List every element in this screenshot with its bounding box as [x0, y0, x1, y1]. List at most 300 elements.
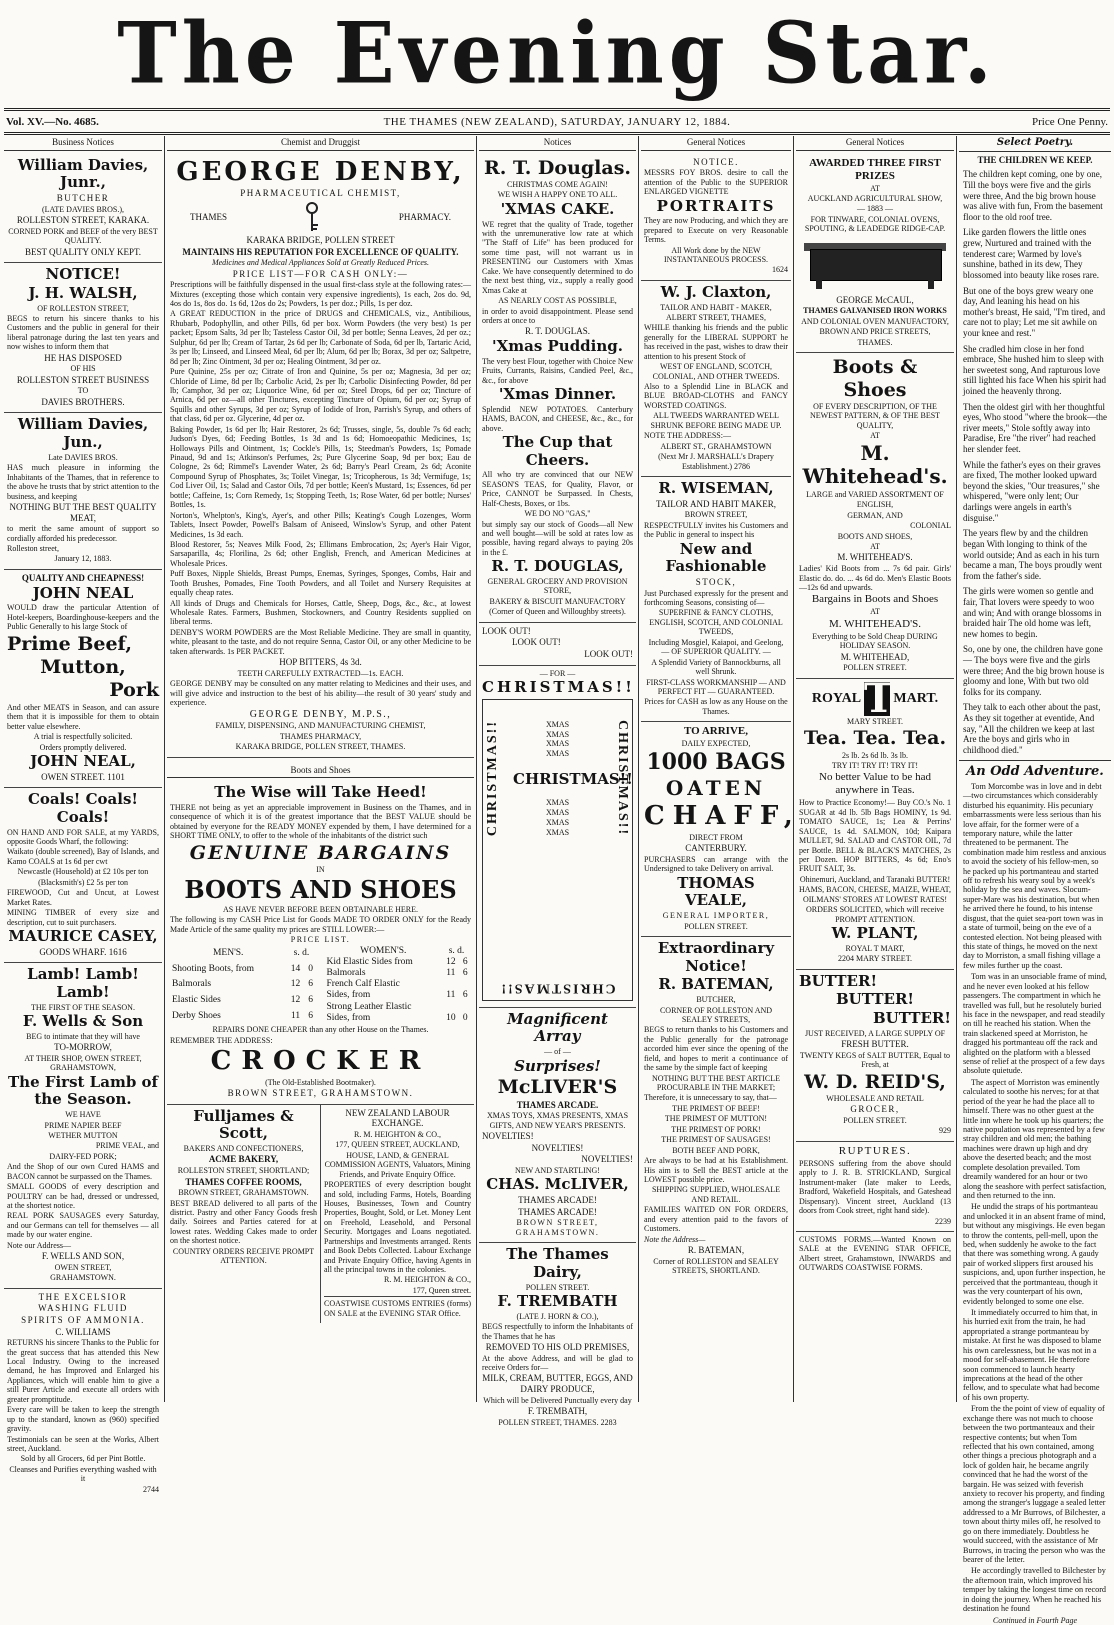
ad-title: AWARDED THREE FIRST PRIZES [809, 156, 941, 182]
ad-address: OWEN STREET. [41, 771, 105, 782]
ad-item: Pork [109, 679, 159, 702]
ad-address: POLLEN STREET. [525, 1282, 590, 1292]
table-header: WOMEN'S. [360, 945, 407, 956]
ad-text: Blood Restorer, 5s; Neaves Milk Food, 2s; Ellimans Embrocation, 2s; Ayer's Hair Vigor, Sarsaparilla, 4s; Florilina, 2s 6d; other English, French, and American Medicines at Wholesale Prices. [170, 539, 471, 568]
ad-text: How to Practice Economy!— Buy CO.'s No. 1 SUGAR at 4d lb. 5lb Bags HOMINY, 1s 9d. TOMATO SAUCE, 1s; Lea & Perrins' SAUCE, 1s 4d. SALMON, 10d; Kaipara MULLET, 9d. SALAD and CASTOR OIL, 7d per Bottle. BELL & BLACK'S MATCHES, 2s per Dozen. HOP BITTERS, 4s 6d; Eno's FRUIT SALT, 3s. [799, 798, 951, 874]
poem-body [959, 169, 1111, 755]
column-heading: General Notices [641, 136, 791, 151]
poem-stanza: She cradled him close in her fond embrace, She hushed him to sleep with her sweetest song, And rapturous love still lighted his face When his spirit had joined the heavenly throng. [963, 343, 1107, 396]
ad-text: WE DO NO "GAS," [524, 509, 591, 519]
christmas-box [482, 699, 633, 1001]
ad-text: Orders promptly delivered. [39, 742, 127, 752]
ad-text: R. M. HEIGHTON & CO., [354, 1129, 441, 1139]
ad-text: Medicines and Medical Appliances Sold at Greatly Reduced Prices. [211, 258, 430, 268]
ad-text: GEORGE DENBY may be consulted on any matter relating to Medicines and their uses, and will give advice and instruction to the best of his ability—the result of 30 years' study and experience. [170, 679, 471, 708]
ad-title: McLIVER'S [497, 1076, 618, 1099]
ad-text: Also to a Splendid Line in BLACK and BLUE BROAD-CLOTHS and FANCY WORSTED COATINGS. [644, 382, 788, 410]
ad-address: KARAKA BRIDGE, POLLEN STREET, THAMES. [235, 742, 406, 752]
ad-text: XMAS [545, 719, 570, 729]
ad-text: OF ROLLESTON STREET, [37, 303, 129, 313]
key-icon [306, 202, 320, 232]
ad-text: BOOTS AND SHOES, [837, 531, 913, 541]
ad-reid-butter [796, 970, 954, 1142]
story-paragraph: He accordingly travelled to Bilchester by the afternoon train, which improved his temper by taking the longest time on record in doing the journey. When he reached his destination he found [963, 1566, 1107, 1614]
ad-text: AUCKLAND AGRICULTURAL SHOW, [807, 193, 943, 203]
ad-claxton-tailor [641, 281, 791, 477]
story-paragraph: The aspect of Morriston was eminently calculated to soothe his nerves; for at that period of the year he had the place all to himself. There was no other guest at the little inn where he took up his quarters; the native population was represented by a few stray children and old men; the bathing machines were drawn up high and dry above the deserted beach; and the most complete desolation prevailed. Tom dreamily wandered for an hour or two along the seashore with perfect satisfaction, and then returned to the inn. [963, 1077, 1107, 1200]
ad-title: MART. [893, 690, 939, 706]
ad-title: BUTTER! [835, 990, 915, 1009]
ad-text: FIRST-CLASS WORKMANSHIP — AND PERFECT FIT — GUARANTEED. [646, 677, 786, 696]
ad-text: THAMES COFFEE ROOMS, [185, 1176, 302, 1187]
ad-text: — FOR — [539, 668, 576, 678]
poem-stanza: Like garden flowers the little ones grew, Nurtured and trained with the tenderest care; Warmed by love's sunshine, bathed in its dew, They blossomed into beauty like roses rare. [963, 227, 1099, 280]
ad-signature: R. T. DOUGLAS, [491, 557, 624, 576]
dateline: THE THAMES (NEW ZEALAND), SATURDAY, JANUARY 12, 1884. [383, 116, 731, 128]
ad-text: Every care will be taken to keep the strength up to the standard, known as (960) specified gravity. [7, 1405, 159, 1434]
ad-title: Fulljames & Scott, [193, 1106, 294, 1143]
ad-text: A Splendid Variety of Bannockburns, all well Shrunk. [651, 657, 781, 677]
ad-text: M. WHITEHEAD'S. [837, 552, 913, 563]
ad-number: 1616 [108, 946, 127, 957]
ad-text: AT [870, 431, 880, 441]
ad-title: LOOK OUT! [482, 625, 531, 636]
ad-customs-forms [796, 1232, 954, 1278]
ad-george-denby [167, 154, 474, 758]
ad-text: Splendid NEW POTATOES. Canterbury HAMS, BACON, and CHEESE, &c., &c., for above. [482, 404, 633, 433]
table-header: s. d. [293, 947, 310, 958]
ad-text: XMAS [545, 798, 570, 808]
t-mark: T [863, 674, 894, 722]
ad-signature: W. PLANT, [831, 924, 919, 943]
ad-address: POLLEN STREET. [843, 663, 907, 673]
ad-number: 2786 [734, 461, 750, 471]
ad-text: BEG to intimate that they will have [26, 1031, 140, 1041]
column-business-notices [4, 136, 162, 1494]
ad-crocker-boots [167, 781, 474, 1104]
ad-address: ALBERT STREET, THAMES, [666, 312, 766, 322]
ad-address: 177, QUEEN STREET, AUCKLAND, [335, 1140, 460, 1150]
ad-title: CHAFF, [644, 801, 801, 832]
ad-title: F. TREMBATH [497, 1291, 618, 1310]
ad-title: PORTRAITS [656, 196, 776, 215]
ad-text: XMAS TOYS, XMAS PRESENTS, XMAS GIFTS, AND NEW YEAR'S PRESENTS. [486, 1111, 629, 1130]
ad-text: FAMILY, DISPENSING, AND MANUFACTURING CHEMIST, [215, 721, 426, 731]
ad-title: W. D. REID'S, [804, 1070, 946, 1093]
ad-address: MARY STREET. [855, 954, 912, 964]
table-row: Sides, from 10 0 [326, 1012, 468, 1023]
poem-stanza: They talk to each other about the past, As they sit together at eventide, And say, "All the children we keep at last Are the boys and girls who in childhood died." [963, 702, 1101, 755]
ad-text: THAMES ARCADE! [518, 1206, 597, 1217]
ad-text: XMAS [545, 739, 570, 749]
ad-text: THE PRIMEST OF PORK! [671, 1124, 761, 1134]
ad-title: New and Fashionable [665, 539, 767, 576]
ad-title: Surprises! [514, 1056, 601, 1075]
story-paragraph: From the the point of view of equality of exchange there was not much to choose between the two portmanteaux and their respective contents; but when Tom reflected that his own contained, among other things a precious photograph and a lock of golden hair, he became angrily convinced that he had the worst of the bargain. He was seized with feverish anxiety to recover his property, and finding among the stranger's luggage a sealed letter addressed to a Mr Burrows, of Bilchester, a town about thirty miles off, he resolved to go on there immediately. Doubtless he would succeed, with the assistance of Mr Burrows, in tracing the person who was the bearer of the letter. [963, 1404, 1106, 1564]
ad-text: PROPERTIES of every description bought and sold, including Farms, Hotels, Boarding Houses, Businesses, Town and Country Properties, Bought, Sold, or Let. Money Lent on Freehold, Leasehold, and Personal Security. Mortgages and Loans negotiated. Partnerships and Investments arranged. Rents and Book Debts Collected. Labour Exchange and Private Enquiry Office, having Agents in all the principal towns in the colonies. [324, 1180, 471, 1274]
poem-stanza: The girls were women so gentle and fair, That lovers were speedy to woo and win; And with orange blossoms in braided hair The old home was left, new homes to begin. [963, 586, 1102, 639]
ad-text: JUST RECEIVED, A LARGE SUPPLY OF [804, 1028, 946, 1038]
ad-text: (LATE DAVIES BROS.), [41, 204, 125, 214]
ad-text: WE regret that the quality of Trade, together with the unremunerative low rate at which "The Staff of Life" has been produced for some time past, will not warrant us in PRESENTING our Customers with Xmas Cake. We have consequently determined to do the next best thing, viz., supply a really good Xmas Cake at [482, 219, 633, 295]
column-select-poetry [959, 136, 1111, 1625]
ad-text: Pure Quinine, 25s per oz; Citrate of Iron and Quinine, 5s per oz; Magnesia, 3d per oz; Chloride of Lime, 8d per lb; Carbolic Acid, 2s per lb; Carbolic Disinfecting Powder, 8d per lb; Camphor, 3d per oz; Liquorice Wine, 6d per oz; Steel Drops, 6d per oz; Tincture of Arnica, 6d per oz—all other Tinctures, excepting Tincture of Opium, 6d per oz; Syrup of Squills and other Syrups, 3d per oz; Syrup of Iodide of Iron, Parrish's Syrup, and others of that class, 6d per oz. Glycerine, 4d per oz. [170, 367, 471, 424]
table-header: s. d. [448, 945, 465, 956]
ad-title: QUALITY AND CHEAPNESS! [21, 572, 145, 583]
ad-text: (Blacksmith's) £2 5s per ton [38, 877, 128, 887]
column-divider [638, 136, 639, 1402]
ad-casey-coals [4, 788, 162, 963]
ad-text: THE FIRST OF THE SEASON. [31, 1002, 135, 1012]
ad-text: XMAS [545, 749, 570, 759]
ad-text: ENGLISH, [856, 500, 894, 510]
ad-text: BEST BREAD delivered to all parts of the district. Pastry and other Fancy Goods fresh daily. Soirees and Parties catered for at lowest rates. Wedding Cakes made to order on the shortest notice. [170, 1198, 317, 1246]
ad-text: WE HAVE [65, 1110, 101, 1120]
ad-title: Boots & Shoes [832, 356, 918, 401]
column-chemist [167, 136, 474, 1402]
ad-subtitle: THAMES ARCADE. [516, 1099, 599, 1110]
ad-text: to merit the same amount of support so cordially afforded his predecessor. [7, 524, 159, 543]
column-heading: Chemist and Druggist [167, 136, 474, 151]
ad-text: BAKERY & BISCUIT MANUFACTORY [489, 596, 626, 606]
ad-title: Coals! Coals! Coals! [27, 790, 138, 826]
ad-text: — 1883 — [857, 204, 893, 214]
ad-text: GENERAL GROCERY AND PROVISION STORE, [487, 577, 628, 596]
ad-text: REMOVED TO HIS OLD PREMISES, [485, 1341, 630, 1352]
xmas-pattern [513, 719, 633, 839]
ad-text: COLONIAL [910, 521, 951, 531]
ad-text: PERSONS suffering from the above should apply to J. R. B. STRICKLAND, Surgical Instrument-maker (late maker to Leeds, Bradford, Wakefield Hospitals, and Gateshead Dispensary). Vincent street, Auckland (13 doors from Cook street, right hand side). [799, 1158, 951, 1216]
womens-price-table [325, 946, 472, 1024]
ad-signature: GEORGE McCAUL, [836, 294, 914, 305]
ad-text: Prices for CASH as low as any House on the Thames. [644, 697, 788, 716]
ad-text: ORDERS SOLICITED, which will receive PROMPT ATTENTION. [806, 905, 944, 924]
story-paragraph: It immediately occurred to him that, in his hurried exit from the train, he had appropriated a strange portmanteau by mistake. At first he was disposed to blame his own carelessness, but he was not in a mood for self-abasement. He therefore soon commenced to launch hearty imprecations at the head of the other fellow, and to speculate what had become of his own property. [963, 1308, 1102, 1402]
ad-text: A GREAT REDUCTION in the price of DRUGS and CHEMICALS, viz., Antibilious, Rhubarb, Podophyllin, and other Pills, 6d per box. Worm Powders (the very best) 1s per packet; Epsom Salts, 3d per lb; Tasteless Castor Oil, 3d per bottle; Senna Leaves, 2d per oz.; Sulphur, 6d per lb; Cream of Tartar, 2s 6d per lb; Carbonate of Soda, 6d per lb, Tartaric Acid, 3s per lb; Linseed, and Linseed Meal, 6d per lb; Alum, 6d per lb; Borax, 3d per oz; Saltpetre, 8d per lb; Zinc Ointment, 3d per oz; Healing Ointment, 3d per oz. [170, 309, 471, 366]
ad-text: BEGS respectfully to inform the Inhabitants of the Thames that he has [482, 1322, 633, 1341]
ad-text: (LATE J. HORN & CO.), [516, 1311, 599, 1321]
ad-address: POLLEN STREET. [843, 1116, 907, 1126]
ad-address: CORNER OF ROLLESTON AND SEALEY STREETS, [659, 1005, 773, 1024]
ad-wiseman-tailor [641, 477, 791, 722]
ad-look-out [479, 623, 636, 666]
ad-text: CORNED PORK and BEEF of the very BEST QUALITY. [8, 226, 158, 246]
ad-title: NOTICE. [693, 156, 739, 167]
ad-text: OF EVERY DESCRIPTION, OF THE NEWEST PATTERN, & OF THE BEST QUALITY, [809, 401, 941, 430]
ad-title: 'Xmas Pudding. [492, 337, 623, 355]
ad-title: GENUINE BARGAINS [189, 841, 452, 864]
ad-text: Including Mosgiel, Kaiapoi, and Geelong, — OF SUPERIOR QUALITY. — [648, 637, 784, 657]
ad-text: WE WISH A HAPPY ONE TO ALL. [497, 190, 618, 200]
story-paragraph: He undid the straps of his portmanteau and unlocked it in an absent frame of mind, but without any misgivings. He even began to throw the contents, pell-mell, upon the bed, when suddenly he awoke to the fact that there was something wrong. A gaudy pair of worked slippers first aroused his suspicions, and, upon further inspection, he perceived that the portmanteau, though it was the very counterpart of his own, evidently belonged to some one else. [963, 1202, 1106, 1306]
ad-date: January 12, 1883. [54, 554, 112, 564]
continued-note: Continued in Fourth Page [992, 1615, 1078, 1625]
ad-text: HAMS, BACON, CHEESE, MAIZE, WHEAT, OILMANS' STORES AT LOWEST RATES! [799, 885, 951, 904]
ad-text: THAMES PHARMACY, [279, 731, 362, 741]
ad-text: REPAIRS DONE CHEAPER than any other House on the Thames. [212, 1025, 429, 1035]
ad-text: XMAS [545, 729, 570, 739]
ad-text: BUTCHER, [696, 995, 736, 1005]
ad-subtitle: BUTCHER [56, 192, 110, 203]
ad-text: THAMES ARCADE! [518, 1195, 597, 1206]
ad-text: NEW AND STARTLING! [515, 1165, 600, 1175]
ad-text: The very best Flour, together with Choice New Fruits, Currants, Raisins, Candied Peel, &c., &c., for above [482, 356, 633, 385]
column-divider [164, 136, 165, 1402]
ad-address: BROWN STREET, [684, 510, 748, 520]
ad-title: NEW ZEALAND LABOUR EXCHANGE. [345, 1107, 450, 1129]
ad-text: Newcastle (Household) at £2 10s per ton [17, 867, 149, 877]
ad-text: NOTE THE ADDRESS:— [644, 431, 731, 441]
ad-mccaul-ironworks [796, 154, 954, 353]
story-body [959, 782, 1111, 1614]
ad-signature: GEORGE DENBY, M.P.S., [249, 708, 392, 720]
table-row: French Calf Elastic [326, 979, 400, 990]
ad-text: HOUSE, LAND, & GENERAL COMMISSION AGENTS, Valuators, Mining Friends, and Private Enquiry Office. [324, 1150, 471, 1179]
ad-text: COUNTRY ORDERS RECEIVE PROMPT ATTENTION. [172, 1246, 315, 1266]
ad-text: Ohinemuri, Auckland, and Taranaki BUTTER! [799, 874, 951, 884]
ad-address: ROLLESTON STREET, SHORTLAND; [177, 1166, 310, 1176]
ad-text: (Next Mr J. MARSHALL's Drapery Establishment.) [658, 452, 774, 471]
ad-text: THE PRIMEST OF SAUSAGES! [661, 1135, 771, 1145]
ad-text: BEST QUALITY ONLY KEPT. [24, 246, 142, 257]
poem-stanza: But one of the boys grew weary one day, And leaning his head on his mother's breast, He said, "I'm tired, and care not to play; Let me sit awhile on your knee and rest." [963, 285, 1106, 338]
ad-text: ROLLESTON STREET BUSINESS [16, 374, 150, 385]
ad-text: AT [870, 607, 880, 617]
poem-stanza: The years flew by and the children began With longing to think of the world outside; And as each in his turn became a man, The boys proudly went from the father's side. [963, 528, 1103, 581]
ad-text: Just Purchased expressly for the present and forthcoming Seasons, consisting of— [644, 588, 788, 607]
ad-text: At the above Address, and will be glad to receive Orders for— [482, 1353, 633, 1372]
ad-title: BUTTER! [799, 971, 878, 990]
ad-title: R. BATEMAN, [658, 975, 774, 994]
ad-text: And the Shop of our own Cured HAMS and BACON cannot be surpassed on the Thames. [7, 1162, 159, 1181]
ad-text: PURCHASERS can arrange with the Undersigned to take Delivery on arrival. [644, 854, 788, 874]
ad-text: Rolleston street, [7, 544, 59, 554]
ad-text: THERE not being as yet an appreciable improvement in Business on the Thames, and in consequence of which it is of the greatest importance that the BEST VALUE should be obtained by everyone for the READY MONEY expended by them, I have determined for a SHORT TIME ONLY, to offer to the whole of the inhabitants of the district such [170, 802, 471, 841]
dateline-rule [4, 132, 1110, 135]
ad-address: KARAKA BRIDGE, POLLEN STREET [246, 234, 395, 245]
column-notices [479, 136, 636, 1427]
ad-john-neal [4, 570, 162, 788]
ad-text: M. WHITEHEAD'S. [829, 617, 921, 630]
ad-title: Extraordinary Notice! [657, 939, 775, 975]
ad-labour-exchange [321, 1105, 474, 1324]
ad-text: IN [316, 865, 325, 875]
ad-title: Bargains in Boots and Shoes [811, 593, 939, 606]
ad-text: REMEMBER THE ADDRESS: [170, 1035, 273, 1045]
ad-title: SPIRITS OF AMMONIA. [21, 1314, 145, 1325]
ad-address: BROWN STREET, GRAHAMSTOWN. [227, 1088, 414, 1099]
ad-text: TO-MORROW, [54, 1042, 112, 1053]
ad-text: BEGS to return his sincere thanks to his Customers and the public in general for their liberal patronage during the last ten years and now wishes to inform them that [7, 313, 159, 352]
ad-title: F. Wells & Son [22, 1012, 144, 1031]
poem-title: THE CHILDREN WE KEEP. [977, 154, 1093, 165]
table-row: Balmorals 12 6 [172, 979, 313, 990]
ad-text: XMAS [545, 827, 570, 837]
ad-text: CHRISTMAS COME AGAIN! [507, 180, 608, 190]
ad-number: 2744 [143, 1484, 159, 1494]
ad-whitehead-boots [796, 353, 954, 679]
ad-text: Which will be Delivered Punctually every day [483, 1395, 632, 1405]
ad-text: RESPECTFULLY invites his Customers and the Public in general to inspect his [644, 520, 788, 540]
ad-title: CHRISTMAS!! [513, 769, 633, 788]
ad-address: BROWN AND PRICE STREETS, [819, 327, 931, 337]
ad-text: Therefore, it is unnecessary to say, that— [644, 1093, 777, 1103]
volume-number: Vol. XV.—No. 4685. [6, 116, 99, 128]
ad-ruptures [796, 1142, 954, 1232]
ad-davies-butcher [4, 154, 162, 264]
ad-text: Cleanses and Purifies everything washed with it [9, 1464, 157, 1484]
ad-signature: C. WILLIAMS [55, 1326, 111, 1337]
ad-title: THE EXCELSIOR [38, 1291, 128, 1302]
ad-text: They are now Producing, and which they are prepared to Execute on very Reasonable Terms. [644, 216, 788, 245]
ad-text: AT THEIR SHOP, OWEN STREET, GRAHAMSTOWN, [24, 1053, 142, 1073]
ad-title: William Davies, Jun., [17, 415, 149, 452]
story-paragraph: Tom Morcombe was in love and in debt—two circumstances which considerably disturbed his equanimity. His pecuniary embarrassments were less serious than his love affair, for the former were of a temporary nature, while the latter threatened to be permanent. The combination made him restless and anxious to avoid the society of his fellow-men, so he packed up his portmanteau and started off to refresh his weary soul by a week's holiday by the sea and waves. Slocum-super-Mare was his destination, but when he arrived there he found, to his intense disgust, that the quiet sea-port town was in a state of turmoil, being on the eve of a contested election. Not being pleased with this state of things, he moved on the next day to Morriston, a small fishing village a few miles further up the coast. [963, 781, 1107, 970]
ad-text: Norton's, Whelpton's, King's, Ayer's, and other Pills; Keating's Cough Lozenges, Worm Tablets, Insect Powder, Powell's Balsam of Aniseed, Winslow's Syrup, and other Patent Medicines, 1s 3d each. [170, 510, 471, 539]
ad-text: AS NEARLY COST AS POSSIBLE, [498, 296, 617, 306]
ad-text: SUPERFINE & FANCY CLOTHS, ENGLISH, SCOTCH, AND COLONIAL TWEEDS, [649, 608, 783, 637]
ad-signature: R. M. HEIGHTON & CO., [384, 1275, 471, 1285]
ad-walsh-notice [4, 263, 162, 413]
ad-text: THE PRIMEST OF MUTTON! [664, 1114, 768, 1124]
ad-veale-chaff [641, 722, 801, 937]
ad-text: CANTERBURY. [685, 843, 747, 854]
poem-stanza: So, one by one, the children have gone— The boys were five and the girls were three; And the big brown house is gloomy and lone, With but two old folks for its company. [963, 644, 1105, 697]
ad-text: HE HAS DISPOSED [44, 352, 122, 363]
column-divider [956, 136, 957, 1402]
ad-text: OF HIS [70, 364, 96, 374]
ad-text: BOTH BEEF AND PORK, [672, 1145, 760, 1155]
ad-number: 2283 [600, 1417, 617, 1427]
column-heading: General Notices [796, 136, 954, 151]
ad-signature: CHAS. McLIVER, [486, 1175, 629, 1194]
ad-signature: R. BATEMAN, [687, 1245, 745, 1256]
ad-foy-portraits [641, 154, 791, 281]
table-row: Shooting Boots, from 14 0 [172, 963, 313, 974]
ad-text: THE PRIMEST OF BEEF! [672, 1103, 760, 1113]
ad-title: RUPTURES. [838, 1144, 912, 1157]
ad-text: WEST OF ENGLAND, SCOTCH, COLONIAL, AND OTHER TWEEDS. [652, 362, 780, 381]
ad-address: GRAHAMSTOWN. [50, 1273, 116, 1283]
ad-text: NOVELTIES! [482, 1131, 534, 1142]
price-label: Price One Penny. [1032, 116, 1108, 128]
ad-title: 'XMAS CAKE. [500, 199, 615, 218]
ad-text: Note our Address— [7, 1240, 71, 1250]
ad-title: LOOK OUT! [512, 637, 561, 648]
ad-text: WOULD draw the particular Attention of Hotel-keepers, Boardinghouse-keepers and the Public Generally to his large Stock of [7, 603, 159, 632]
ad-text: AS HAVE NEVER BEFORE BEEN OBTAINABLE HERE. [223, 904, 418, 914]
ad-text: BEGS to return thanks to his Customers and the Public generally for the patronage accorded him ever since the opening of the field, and hopes to merit a continuance of the same by the simple fact of keeping [644, 1025, 788, 1073]
ad-text: COASTWISE CUSTOMS ENTRIES (forms) ON SALE at the EVENING STAR Office. [324, 1296, 471, 1318]
ad-text: TEETH CAREFULLY EXTRACTED—1s. EACH. [237, 668, 404, 678]
ad-title: CHRISTMAS!! [485, 719, 500, 836]
ad-text: DIRECT FROM [689, 832, 743, 842]
ad-text: A trial is respectfully solicited. [33, 732, 133, 742]
ad-title: Lamb! Lamb! Lamb! [27, 965, 139, 1001]
table-header: MEN'S. [212, 947, 244, 958]
ad-title: BUTTER! [872, 1008, 951, 1027]
ad-title: GEORGE DENBY, [176, 156, 465, 187]
ad-douglas-grocery [479, 154, 636, 623]
ad-title: BOOTS AND SHOES [184, 874, 457, 904]
ad-text: Puff Boxes, Nipple Shields, Breast Pumps, Enemas, Syringes, Sponges, Combs, Hair and Tooth Brushes, Pomades, Fine Tooth Powders, and all Toilet and Nursery Requisites at equally cheap rates. [170, 569, 471, 598]
ad-text: NOVELTIES! [581, 1154, 633, 1165]
ad-address: POLLEN STREET, THAMES. [498, 1417, 599, 1427]
ad-title: NOTICE! [45, 265, 121, 284]
ad-address: THAMES. [857, 337, 893, 347]
ad-title: WASHING FLUID [38, 1303, 128, 1314]
ad-text: REAL PORK SAUSAGES every Saturday, and our Germans can tell for themselves — all made by our water engine. [7, 1211, 159, 1240]
ad-text: ALL TWEEDS WARRANTED WELL SHRUNK BEFORE BEING MADE UP. [650, 411, 782, 430]
ad-text: DAILY EXPECTED, [681, 739, 751, 749]
ad-text: TWENTY KEGS of SALT BUTTER, Equal to Fresh, at [799, 1050, 951, 1070]
ad-subtitle: TAILOR AND HABIT MAKER, [655, 498, 777, 509]
ad-address: MARY STREET. [846, 716, 903, 726]
ad-signature: JOHN NEAL, [30, 751, 136, 770]
ad-text: but simply say our stock of Goods—all New and well bought—will be sold at rates low as possible, having regard always to paying 20s in the £. [482, 519, 633, 557]
ad-address: OWEN STREET, [54, 1262, 112, 1272]
ad-text: CUSTOMS FORMS.—Wanted Known on SALE at the EVENING STAR OFFICE, Albert street, Grahamstown, INWARDS and OUTWARDS COASTWISE FORMS. [799, 1234, 951, 1273]
story-paragraph: Tom was in an unsociable frame of mind, and he never even looked at his fellow passengers. The compartment in which he travelled was full, but he resolutely buried his face in the newspaper, and read steadily on till he reached his station. When the train slackened speed at Morriston, he dragged his portmanteau off the rack and alighted on the platform with a blessed sense of relief at the prospect of a few days absolute quietude. [963, 972, 1107, 1076]
ad-text: ON HAND AND FOR SALE, at my YARDS, opposite Goods Wharf, the following: [7, 827, 159, 847]
ad-signature: R. T. DOUGLAS. [525, 326, 590, 337]
ad-item: Prime Beef, [7, 632, 132, 655]
ad-number: 2204 [837, 954, 854, 964]
table-row: Elastic Sides 12 6 [172, 994, 313, 1005]
ad-fulljames-scott [167, 1105, 321, 1324]
ad-number: 929 [939, 1126, 951, 1136]
ad-signature: MAURICE CASEY, [8, 926, 158, 945]
poem-stanza: Then the oldest girl with her thoughtful eyes, Who stood "where the brook—the river meets," Stole softly away into Paradise, Ere "the river" had reached her slender feet. [963, 401, 1107, 455]
ad-title: Magnificent Array [507, 1009, 608, 1046]
ad-title: OATEN [665, 775, 767, 800]
ad-text: Are always to be had at his Establishment. His aim is to Sell the BEST article at the LOWEST possible price. [644, 1156, 788, 1184]
bottom-ads-row [167, 1105, 474, 1324]
ad-text: Baking Powder, 1s 6d per lb; Hair Restorer, 2s 6d; Trusses, single, 5s, double 7s 6d each; Judson's Dyes, 6d; Feeding Bottles, 1s 3d and 1s 6d; Homoeopathic Medicines, 1s; Holloways Pills and Ointment, 1s; Cockle's Pills, 1s; Steedman's Powders, 1s; Pomade Pinaud, 9d and 1s; Atkinson's Perfumes, 2s; Pure Glycerine Soap, 9d per box; Eau de Cologne, 2s 6d; Rimmel's Lavender Water, 2s 6d; Barry's Pearl Cream, 2s 6d; Aconite Compound Syrup of Phosphates, 3s; Toilet Vinegar, 1s; Tricopherous, 1s 3d; Vermifuge, 1s; Cod Liver Oil, 1s; Salad and Castor Oils, 7d per bottle; Keen's Mustard, 1s; Essences, 6d per bottle; Caffeine, 1s; Corn Remedy, 1s; Stopping Teeth, 1s; Rose Water, 6d per bottle; Nurses' Bottles, 1s. [170, 424, 471, 510]
ad-address: ROLLESTON STREET, KARAKA. [16, 215, 150, 226]
column-heading: Business Notices [4, 136, 162, 151]
ad-address: POLLEN STREET. [684, 921, 748, 931]
masthead-rule [4, 108, 1110, 111]
poem-stanza: While the father's eyes on their graves are fixed, The mother looked upward beyond the skies, "Our treasures," she whispered, "were only lent; Our darlings were angels in earth's disguise." [963, 459, 1101, 523]
ad-text: (The Old-Established Bootmaker). [265, 1077, 376, 1087]
ad-text: WETHER MUTTON [48, 1130, 118, 1140]
ad-mcliver-arcade [479, 1008, 636, 1243]
ad-address: BROWN STREET, GRAHAMSTOWN. [515, 1218, 600, 1237]
ad-text: XMAS [545, 808, 570, 818]
ad-text: THAMES GALVANISED IRON WORKS [803, 306, 947, 316]
table-row: Strong Leather Elastic [326, 1001, 412, 1012]
ad-title: The First Lamb of the Season. [8, 1072, 158, 1109]
ad-subtitle: PHARMACEUTICAL CHEMIST, [240, 188, 401, 199]
ad-text: FOR TINWARE, COLONIAL OVENS, SPOUTING, & LEADEDGE RIDGE-CAP. [804, 214, 946, 234]
ad-subtitle: PRICE LIST—FOR CASH ONLY:— [232, 268, 409, 279]
ad-text: MINING TIMBER of every size and description, cut to suit purchasers. [7, 908, 159, 927]
ad-wells-lamb [4, 963, 162, 1288]
column-divider [476, 136, 477, 1402]
ad-signature: F. WELLS AND SON, [41, 1251, 125, 1262]
ad-text: HOP BITTERS, 4s 3d. [279, 657, 362, 668]
ad-text: HAS much pleasure in informing the Inhabitants of the Thames, that in reference to the above he trusts that by strict attention to the business, and keeping [7, 463, 159, 501]
ad-text: NOVELTIES! [531, 1142, 584, 1153]
ad-title: W. J. Claxton, [660, 282, 772, 301]
table-row: Kid Elastic Sides from 12 6 [326, 956, 468, 967]
ad-text: RETURNS his sincere Thanks to the Public for the great success that has attended this New Local Industry. Owing to the increased demand, he has Improved and Enlarged his Appliances, which will enable him to give a still Purer Article and execute all orders with greater promptitude. [7, 1338, 159, 1404]
ad-title: M. Whitehead's. [802, 440, 948, 489]
ad-title: 1000 BAGS [646, 748, 786, 775]
ad-address: ALBERT ST., GRAHAMSTOWN [660, 441, 772, 451]
ad-text: PRIME VEAL, and [95, 1141, 159, 1151]
